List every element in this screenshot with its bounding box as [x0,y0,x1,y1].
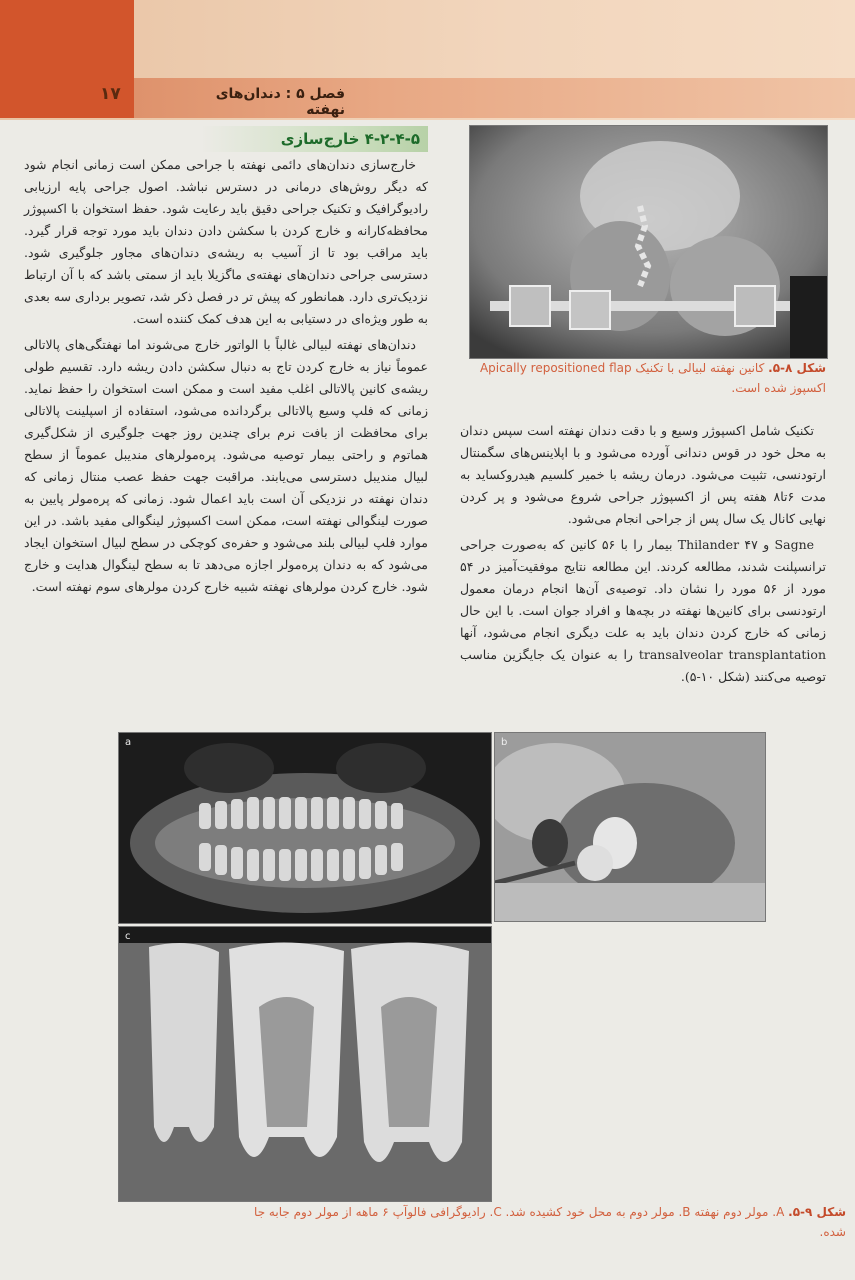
figure-9-caption [230,1202,846,1242]
right-paragraph-1: تکنیک شامل اکسپوژر وسیع و با دقت دندان نهفته است سپس دندان به محل خود در قوس دندانی آورده می‌شود و با اپلاینس‌های سگمنتال ارتودنسی، تثبیت می‌شود. درمان ریشه با خمیر کلسیم هیدروکساید به مدت ۶تا۸ هفته پس از اکسپوژر جراحی شروع می‌شود و پر کردن نهایی کانال یک سال پس از جراحی انجام می‌شود. [460,423,826,526]
figure-9-panel-a [118,732,492,924]
figure-9-caption-label: شکل ۹-۵. [788,1205,846,1219]
panoramic-radiograph [119,733,491,923]
page-number: ۱۷ [100,84,121,104]
panel-b-letter: b [501,737,508,748]
section-heading: ۴-۲-۴-۵ خارج‌سازی [200,126,428,152]
clinical-photo [495,733,765,921]
chapter-title: فصل ۵ : دندان‌های نهفته [215,86,345,118]
figure-9-caption-text: A. مولر دوم نهفته B. مولر دوم به محل خود کشیده شد. C. رادیوگرافی فالوآپ ۶ ماهه از مولر دوم جابه جا شده. [254,1205,846,1239]
periapical-radiograph [119,927,491,1201]
figure-9-panel-b [494,732,766,922]
figure-8-caption-text: کانین نهفته لبیالی با تکنیک Apically repositioned flap اکسپوز شده است. [479,361,826,395]
figure-9-panel-c [118,926,492,1202]
panel-a-letter: a [125,737,132,748]
section-paragraph-2: دندان‌های نهفته لبیالی غالباً با الواتور خارج می‌شوند اما نهفتگی‌های پالاتالی عموماً نیاز به خارج کردن تاج به دنبال سکشن دادن ریشه دارد. تقسیم طولی ریشه‌ی کانین پالاتالی اغلب مفید است و ممکن است استخوان را حفظ نماید. زمانی که فلپ وسیع پالاتالی برگردانده می‌شود، استفاده از اسپلینت پالاتالی برای محافظت از بافت نرم برای چندین روز جهت جلوگیری از شکل‌گیری هماتوم و راحتی بیمار توصیه می‌شود. پره‌مولرهای مندیبل عموماً از سطح لبیال مندیبل دسترسی می‌یابند. مراقبت جهت حفظ عصب منتال زمانی که دندان نهفته در نزدیکی آن است باید اعمال شود. زمانی که پره‌مولر پایین به صورت لینگوالی نهفته است، ممکن است اکسپوژر لینگوالی مفید باشد. در این موارد فلپ لبیالی بلند می‌شود و حفره‌ی کوچکی در سطح لبیال استخوان ایجاد می‌شود که به دندان پره‌مولر اجازه می‌دهد تا به سطح لینگوال هدایت و خارج شود. خارج کردن مولرهای نهفته شبیه خارج کردن مولرهای سوم نهفته است. [24,337,428,594]
page-header [0,0,855,120]
figure-8-photo [469,125,828,359]
main-text-column [24,154,428,602]
figure-8-caption [460,358,826,398]
figure-8-caption-label: شکل ۸-۵. [768,361,826,375]
right-paragraph-2: Sagne و Thilander ۴۷ بیمار را با ۵۶ کانین که به‌صورت جراحی ترانسپلنت شدند، مطالعه کردند. این مطالعه نتایج موفقیت‌آمیز در ۵۴ مورد از ۵۶ مورد را نشان داد. توصیه‌ی آن‌ها انجام درمان معمول ارتودنسی برای کانین‌ها نهفته در بچه‌ها و افراد جوان است. با این حال زمانی که خارج کردن دندان باید به علت دیگری انجام می‌شود، آنها transalveolar transplantation را به عنوان یک جایگزین مناسب توصیه می‌کنند (شکل ۱۰-۵). [460,537,827,684]
panel-c-letter: c [125,931,131,942]
figure-8-image [470,126,827,358]
section-paragraph-1: خارج‌سازی دندان‌های دائمی نهفته با جراحی ممکن است زمانی انجام شود که دیگر روش‌های درمانی در دسترس نباشد. اصول جراحی پایه ارزیابی رادیوگرافیک و تکنیک جراحی دقیق باید رعایت شود. حفظ استخوان با اکسپوژر محافظه‌کارانه و خارج کردن با سکشن دادن دندان باید مورد توجه قرار گیرد. باید مراقب بود تا از آسیب به ریشه‌ی دندان‌های مجاور جلوگیری شود. دسترسی جراحی دندان‌های نهفته‌ی ماگزیلا باید از سمتی باشد که با آن ارتباط نزدیک‌تری دارد. همانطور که پیش تر در فصل ذکر شد، تصویر برداری سه بعدی به طور ویژه‌ای در دستیابی به این هدف کمک کننده است. [24,157,428,326]
right-text-column [460,420,826,692]
